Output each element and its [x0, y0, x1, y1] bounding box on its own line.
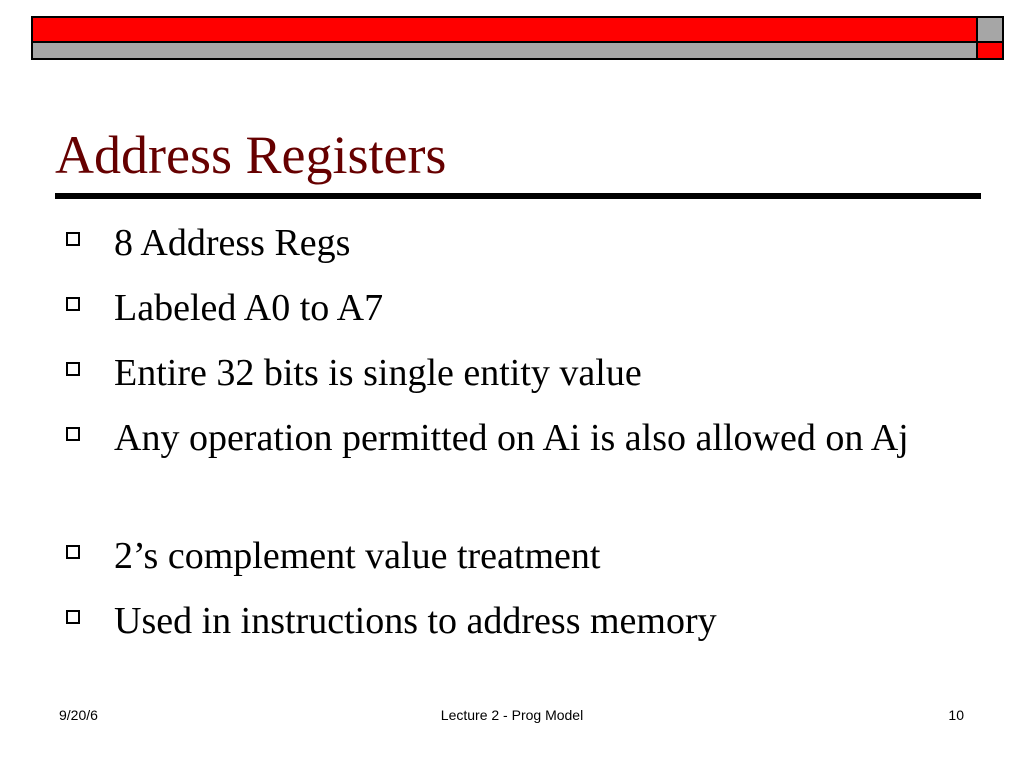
footer-title: Lecture 2 - Prog Model — [440, 707, 584, 723]
header-bar-red-top — [31, 16, 978, 43]
header-bar-gray-bottom — [31, 41, 978, 60]
bullet-text: Any operation permitted on Ai is also allowed on Aj — [114, 417, 909, 459]
bullet-item — [66, 598, 966, 644]
footer-page-number: 10 — [948, 707, 964, 723]
square-bullet-icon — [66, 362, 80, 376]
header-square-gray — [976, 16, 1004, 43]
square-bullet-icon — [66, 297, 80, 311]
square-bullet-icon — [66, 610, 80, 624]
bullet-item — [66, 220, 966, 266]
square-bullet-icon — [66, 427, 80, 441]
slide-title: Address Registers — [55, 125, 447, 185]
bullet-item — [66, 350, 966, 396]
square-bullet-icon — [66, 545, 80, 559]
bullet-item — [66, 533, 966, 579]
bullet-item — [66, 285, 966, 331]
bullet-text: 2’s complement value treatment — [114, 535, 601, 577]
title-underline — [55, 193, 981, 199]
bullet-text: Used in instructions to address memory — [114, 600, 717, 642]
bullet-text: Labeled A0 to A7 — [114, 287, 384, 329]
header-square-red — [976, 41, 1004, 60]
bullet-item — [66, 415, 966, 461]
footer-date: 9/20/6 — [59, 707, 98, 723]
bullet-text: 8 Address Regs — [114, 222, 351, 264]
square-bullet-icon — [66, 232, 80, 246]
bullet-text: Entire 32 bits is single entity value — [114, 352, 642, 394]
